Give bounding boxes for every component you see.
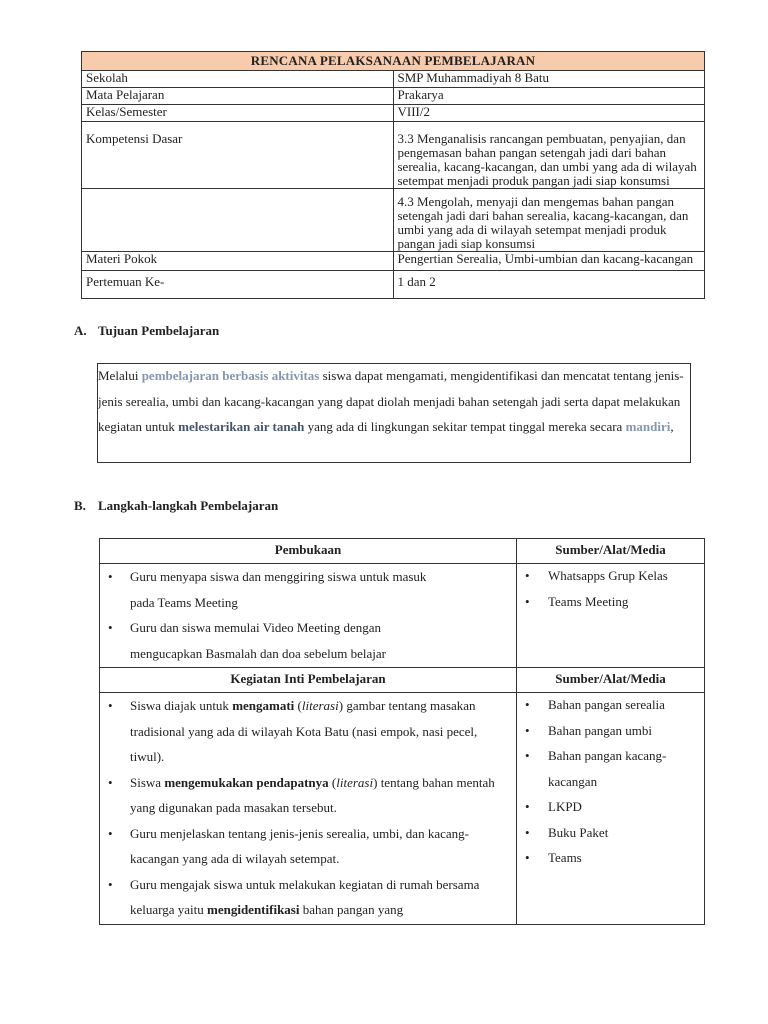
header-pembukaan: Pembukaan [100,539,517,564]
tujuan-text-1: Melalui [98,368,142,383]
rpp-info-table [81,51,705,299]
sumber-item: • Bahan pangan umbi [518,718,697,744]
sumber-item: • Buku Paket [518,820,697,846]
value-pertemuan: 1 dan 2 [393,271,705,299]
section-a-letter: A. [74,323,87,338]
value-kd-4-3: 4.3 Mengolah, menyaji dan mengemas bahan pangan setengah jadi dari bahan serealia, kacang-kacangan, dan umbi yang ada di wilayah setempat menjadi produk pangan jadi siap konsumsi [393,189,705,252]
sumber-item: • Bahan pangan kacang-kacangan [518,743,697,794]
rpp-title: RENCANA PELAKSANAAN PEMBELAJARAN [82,52,705,71]
sumber-item: • Teams [518,845,697,871]
label-kompetensi-dasar: Kompetensi Dasar [82,122,394,189]
pembukaan-item: • Guru menyapa siswa dan menggiring siswa untuk masuk pada Teams Meeting [101,564,515,615]
section-b-letter: B. [74,498,86,513]
highlight-pembelajaran-berbasis-aktivitas: pembelajaran berbasis aktivitas [141,368,320,383]
section-b-heading [74,498,278,514]
section-b-title: Langkah-langkah Pembelajaran [98,498,279,513]
tujuan-pembelajaran-box [97,363,691,463]
langkah-pembelajaran-table [99,538,705,925]
pembukaan-item: • Guru dan siswa memulai Video Meeting dengan mengucapkan Basmalah dan doa sebelum belajar [101,615,515,666]
label-sekolah: Sekolah [82,71,394,88]
header-sumber-inti: Sumber/Alat/Media [517,668,705,693]
pembukaan-sumber-cell [517,564,705,668]
inti-item: • Siswa diajak untuk mengamati (literasi) gambar tentang masakan tradisional yang ada di wilayah Kota Batu (nasi empok, nasi pecel, tiwul). [101,693,511,770]
inti-item: • Siswa mengemukakan pendapatnya (literasi) tentang bahan mentah yang digunakan pada masakan tersebut. [101,770,511,821]
sumber-item: • Whatsapps Grup Kelas [518,563,703,589]
inti-item: • Guru menjelaskan tentang jenis-jenis serealia, umbi, dan kacang-kacangan yang ada di wilayah setempat. [101,821,511,872]
sumber-item: • Teams Meeting [518,589,703,615]
value-sekolah: SMP Muhammadiyah 8 Batu [393,71,705,88]
value-kelas-semester: VIII/2 [393,105,705,122]
label-mata-pelajaran: Mata Pelajaran [82,88,394,105]
section-a-heading [74,323,219,339]
kegiatan-inti-cell [100,693,517,925]
header-sumber-pembukaan: Sumber/Alat/Media [517,539,705,564]
label-empty [82,189,394,252]
value-kd-3-3: 3.3 Menganalisis rancangan pembuatan, penyajian, dan pengemasan bahan pangan setengah jadi dari bahan serealia, kacang-kacangan, dan umbi yang ada di wilayah setempat menjadi produk pangan jadi siap konsumsi [393,122,705,189]
value-mata-pelajaran: Prakarya [393,88,705,105]
value-materi-pokok: Pengertian Serealia, Umbi-umbian dan kacang-kacangan [393,252,705,271]
label-kelas-semester: Kelas/Semester [82,105,394,122]
tujuan-text-2: siswa dapat mengamati, mengidentifikasi dan mencatat tentang jenis-jenis serealia, umbi dan kacang-kacangan yang dapat diolah menjadi bahan setengah jadi serta dapat melakukan kegiatan untuk [98,368,684,434]
pembukaan-cell [100,564,517,668]
label-materi-pokok: Materi Pokok [82,252,394,271]
sumber-item: • LKPD [518,794,697,820]
header-kegiatan-inti: Kegiatan Inti Pembelajaran [100,668,517,693]
inti-item: • Guru mengajak siswa untuk melakukan kegiatan di rumah bersama keluarga yaitu mengidentifikasi bahan pangan yang [101,872,511,923]
label-pertemuan: Pertemuan Ke- [82,271,394,299]
sumber-item: • Bahan pangan serealia [518,692,697,718]
tujuan-text-3: yang ada di lingkungan sekitar tempat tinggal mereka secara [304,419,626,434]
section-a-title: Tujuan Pembelajaran [98,323,220,338]
tujuan-paragraph [98,363,690,440]
highlight-melestarikan-air-tanah: melestarikan air tanah [178,419,305,434]
tujuan-text-4: , [670,419,674,434]
inti-sumber-cell [517,693,705,925]
highlight-mandiri: mandiri [625,419,671,434]
